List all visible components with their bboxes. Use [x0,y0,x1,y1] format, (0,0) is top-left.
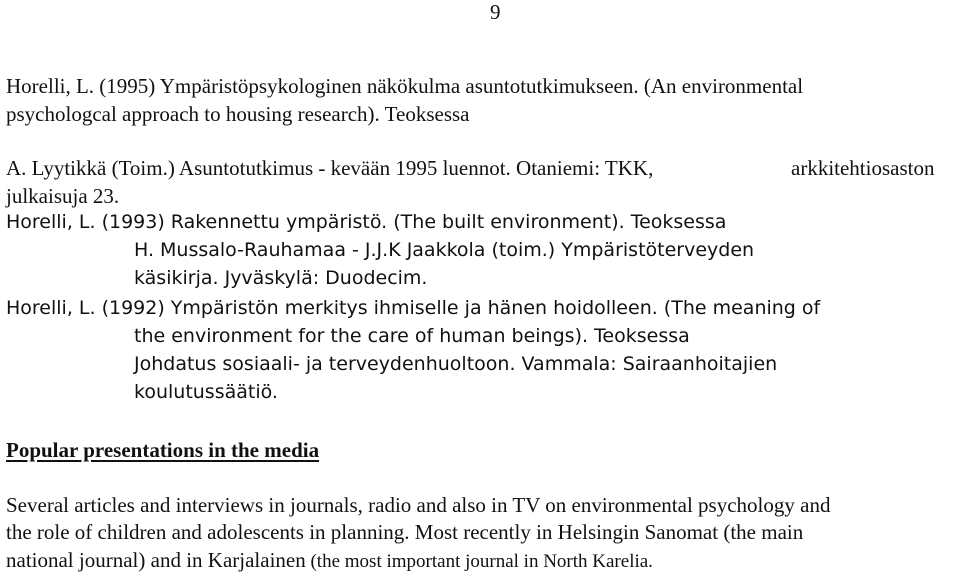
reference-3-line-2: H. Mussalo-Rauhamaa - J.J.K Jaakkola (toim.) Ympäristöterveyden [134,239,755,261]
paragraph-line-2: the role of children and adolescents in planning. Most recently in Helsingin Sanomat (the main [6,520,804,544]
reference-4-line-1: Horelli, L. (1992) Ympäristön merkitys ihmiselle ja hänen hoidolleen. (The meaning of [6,297,821,319]
reference-3-line-3: käsikirja. Jyväskylä: Duodecim. [134,267,428,289]
paragraph-line-3-part-b: (the most important journal in North Karelia. [305,551,653,572]
reference-2-line-1-right: arkkitehtiosaston [791,156,935,180]
reference-2-line-2: julkaisuja 23. [6,184,120,208]
paragraph-line-3 [6,550,653,571]
reference-4-line-3: Johdatus sosiaali- ja terveydenhuoltoon. Vammala: Sairaanhoitajien [134,353,778,375]
section-heading: Popular presentations in the media [6,438,320,462]
reference-4-line-2: the environment for the care of human beings). Teoksessa [134,325,690,347]
reference-3-line-1: Horelli, L. (1993) Rakennettu ympäristö. (The built environment). Teoksessa [6,211,727,233]
reference-1-line-1: Horelli, L. (1995) Ympäristöpsykologinen näkökulma asuntotutkimukseen. (An environmental [6,74,804,98]
paragraph-line-3-part-a: national journal) and in Karjalainen [6,548,306,572]
reference-2-line-1: A. Lyytikkä (Toim.) Asuntotutkimus - kevään 1995 luennot. Otaniemi: TKK, [6,156,654,180]
paragraph-line-1: Several articles and interviews in journals, radio and also in TV on environmental psychology and [6,493,831,517]
page-number: 9 [490,0,501,24]
reference-4-line-4: koulutussäätiö. [134,381,278,403]
reference-1-line-2: psychologcal approach to housing research). Teoksessa [6,102,470,126]
